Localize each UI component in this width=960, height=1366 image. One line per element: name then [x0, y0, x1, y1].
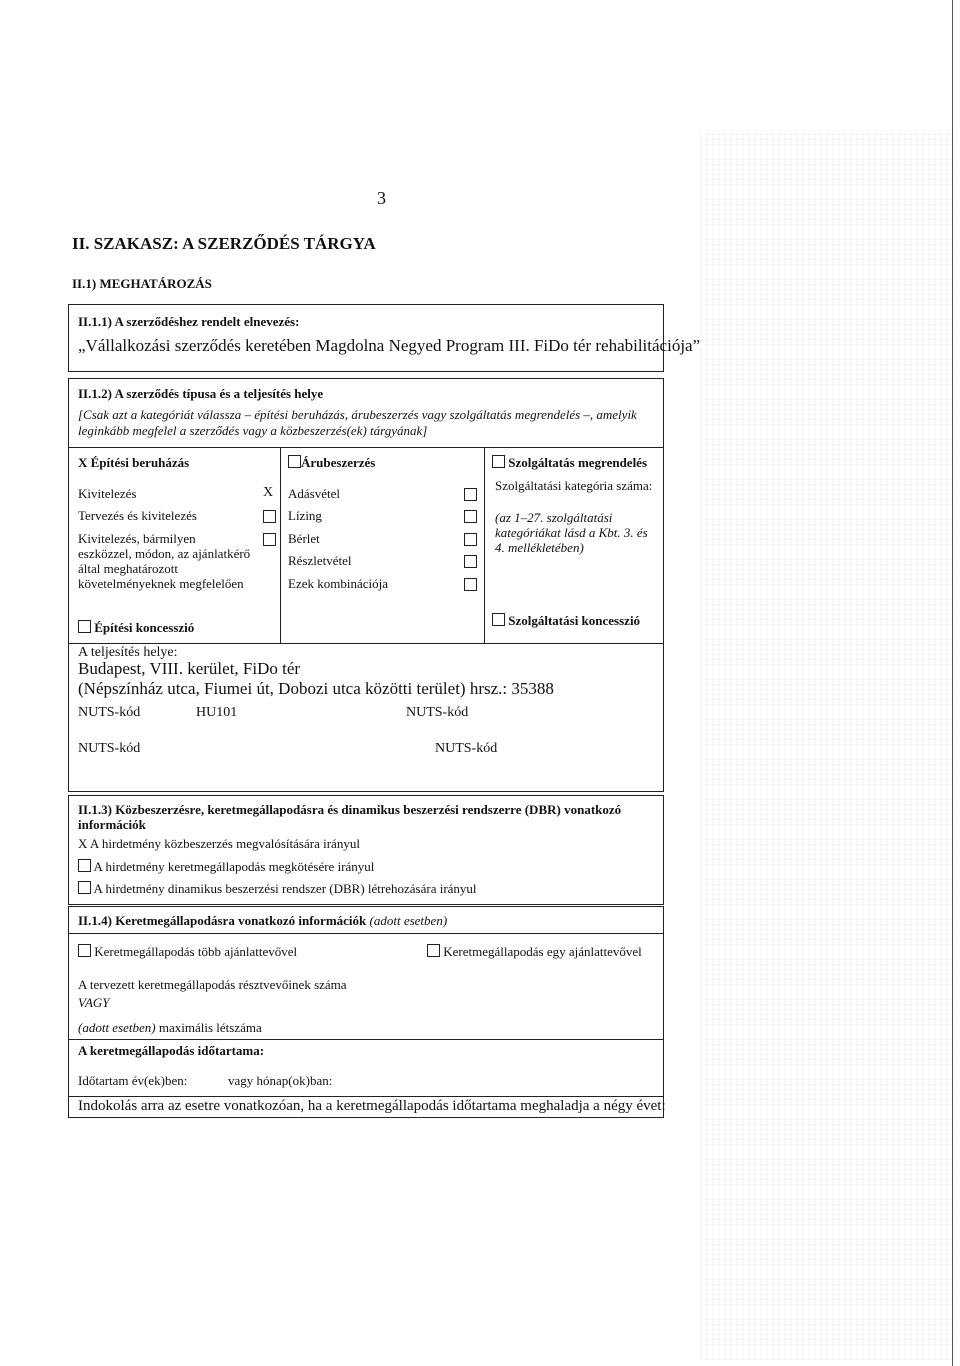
works-item-any-means-1: Kivitelezés, bármilyen — [78, 531, 196, 546]
justification-divider — [69, 1096, 663, 1097]
supplies-checkbox[interactable] — [288, 455, 301, 468]
works-concession — [78, 620, 194, 636]
duration-months-label: vagy hónap(ok)ban: — [228, 1073, 333, 1088]
nuts-label-2: NUTS-kód — [406, 705, 469, 720]
works-item-any-means-4: követelményeknek megfelelően — [78, 576, 244, 591]
service-concession-label: Szolgáltatási koncesszió — [508, 613, 641, 628]
col-supplies-header — [288, 455, 375, 471]
place-line-1: Budapest, VIII. kerület, FiDo tér — [78, 659, 301, 678]
page-number: 3 — [377, 188, 386, 208]
max-label: maximális létszáma — [158, 1020, 262, 1035]
max-participants-label — [78, 1020, 262, 1036]
place-label: A teljesítés helye: — [78, 645, 178, 660]
works-item-design-execution: Tervezés és kivitelezés — [78, 508, 197, 523]
framework-many-label: Keretmegállapodás több ajánlattevővel — [94, 944, 298, 959]
works-item-execution-mark: X — [263, 485, 274, 500]
duration-label: A keretmegállapodás időtartama: — [78, 1043, 265, 1058]
supplies-item-hire-purchase: Részletvétel — [288, 553, 352, 568]
nuts-value-1: HU101 — [196, 705, 238, 720]
framework-many-option — [78, 944, 297, 960]
nuts-label-4: NUTS-kód — [435, 741, 498, 756]
works-concession-checkbox[interactable] — [78, 620, 91, 633]
works-item-any-means-3: által meghatározott — [78, 561, 178, 576]
ii-1-3-option-dps — [78, 881, 477, 897]
works-item-any-means-2: eszközzel, módon, az ajánlatkérő — [78, 546, 251, 561]
service-category-note-1: (az 1–27. szolgáltatási — [495, 510, 613, 525]
design-execution-checkbox[interactable] — [263, 510, 276, 523]
table-top-rule — [69, 447, 663, 448]
services-checkbox[interactable] — [492, 455, 505, 468]
ii-1-2-label: II.1.2) A szerződés típusa és a teljesítés helye — [78, 386, 324, 401]
scan-noise — [700, 130, 955, 1360]
services-header-label: Szolgáltatás megrendelés — [508, 455, 648, 470]
dps-checkbox[interactable] — [78, 881, 91, 894]
framework-option-label: A hirdetmény keretmegállapodás megkötésére irányul — [93, 859, 375, 874]
service-concession-checkbox[interactable] — [492, 613, 505, 626]
supplies-item-combination: Ezek kombinációja — [288, 576, 388, 591]
ii-1-3-option-public-procurement: X A hirdetmény közbeszerzés megvalósítására irányul — [78, 836, 360, 851]
subsection-title: II.1) MEGHATÁROZÁS — [72, 276, 212, 291]
ii-1-3-option-framework — [78, 859, 374, 875]
table-col-divider-2 — [484, 447, 485, 643]
ii-1-4-divider — [69, 933, 663, 934]
service-category-label: Szolgáltatási kategória száma: — [495, 478, 653, 493]
col-services-header — [492, 455, 647, 471]
nuts-label-1: NUTS-kód — [78, 705, 141, 720]
dps-option-label: A hirdetmény dinamikus beszerzési rendszer (DBR) létrehozására irányul — [93, 881, 477, 896]
supplies-header-label: Árubeszerzés — [301, 455, 376, 470]
any-means-checkbox[interactable] — [263, 533, 276, 546]
nuts-label-3: NUTS-kód — [78, 741, 141, 756]
framework-one-option — [427, 944, 642, 960]
leasing-checkbox[interactable] — [464, 510, 477, 523]
purchase-checkbox[interactable] — [464, 488, 477, 501]
hire-purchase-checkbox[interactable] — [464, 555, 477, 568]
service-category-note-3: 4. mellékletében) — [495, 540, 584, 555]
service-concession — [492, 613, 640, 629]
combination-checkbox[interactable] — [464, 578, 477, 591]
service-category-note-2: kategóriákat lásd a Kbt. 3. és — [495, 525, 648, 540]
ii-1-3-label-2: információk — [78, 817, 146, 832]
ii-1-4-label-note: (adott esetben) — [369, 913, 448, 928]
place-line-2: (Népszínház utca, Fiumei út, Dobozi utca közötti terület) hrsz.: 35388 — [78, 679, 554, 698]
framework-one-label: Keretmegállapodás egy ajánlattevővel — [443, 944, 642, 959]
ii-1-4-label — [78, 913, 447, 929]
ii-1-2-instruction-2: leginkább megfelel a szerződés vagy a közbeszerzés(ek) tárgyának] — [78, 423, 428, 438]
or-label: VAGY — [78, 995, 110, 1010]
framework-checkbox[interactable] — [78, 859, 91, 872]
table-col-divider-1 — [280, 447, 281, 643]
page-edge — [952, 0, 953, 1366]
table-bottom-rule — [69, 643, 663, 644]
ii-1-2-instruction-1: [Csak azt a kategóriát válassza – építési beruházás, árubeszerzés vagy szolgáltatás megrendelés –, amelyik — [78, 407, 637, 422]
works-item-execution: Kivitelezés — [78, 486, 137, 501]
ii-1-3-label-1: II.1.3) Közbeszerzésre, keretmegállapodásra és dinamikus beszerzési rendszerre (DBR) vonatkozó — [78, 802, 622, 817]
supplies-item-leasing: Lízing — [288, 508, 322, 523]
section-title: II. SZAKASZ: A SZERZŐDÉS TÁRGYA — [72, 234, 376, 253]
framework-many-checkbox[interactable] — [78, 944, 91, 957]
duration-years-label: Időtartam év(ek)ben: — [78, 1073, 188, 1088]
supplies-item-rental: Bérlet — [288, 531, 320, 546]
duration-divider — [69, 1039, 663, 1040]
framework-one-checkbox[interactable] — [427, 944, 440, 957]
rental-checkbox[interactable] — [464, 533, 477, 546]
contract-name: „Vállalkozási szerződés keretében Magdolna Negyed Program III. FiDo tér rehabilitációja” — [78, 336, 701, 355]
participants-label: A tervezett keretmegállapodás résztvevőinek száma — [78, 977, 347, 992]
col-works-header: X Építési beruházás — [78, 455, 190, 470]
max-prefix: (adott esetben) — [78, 1020, 156, 1035]
justification-label: Indokolás arra az esetre vonatkozóan, ha a keretmegállapodás időtartama meghaladja a négy évet: — [78, 1098, 666, 1114]
works-concession-label: Építési koncesszió — [94, 620, 195, 635]
supplies-item-purchase: Adásvétel — [288, 486, 340, 501]
ii-1-1-label: II.1.1) A szerződéshez rendelt elnevezés: — [78, 314, 300, 329]
ii-1-4-label-text: II.1.4) Keretmegállapodásra vonatkozó információk — [78, 913, 367, 928]
